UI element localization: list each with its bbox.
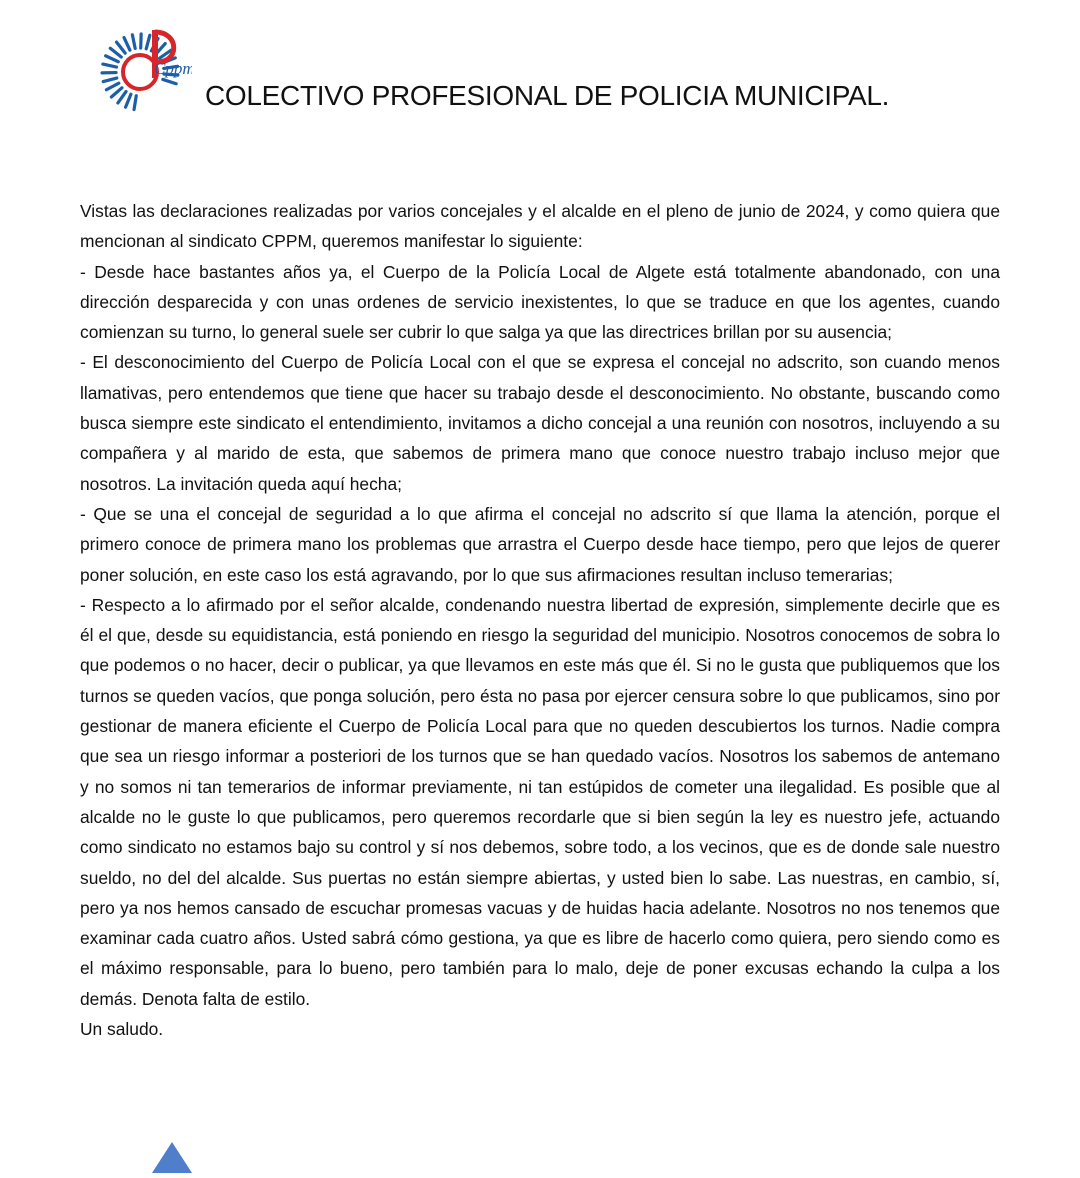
logo-ray (134, 96, 136, 110)
logo-ray (126, 94, 131, 107)
logo-ray (124, 38, 130, 51)
paragraph-point-1: - Desde hace bastantes años ya, el Cuerpo de la Policía Local de Algete está totalmente abandonado, con una dirección desparecida y con unas ordenes de servicio inexistentes, lo que se traduce en que los agentes, cuando comienzan su turno, lo general suele ser cubrir lo que salga ya que las directrices brillan por su ausencia; (80, 257, 1000, 348)
logo-ray (132, 35, 135, 49)
logo-ray (146, 35, 150, 49)
logo-ray (103, 64, 117, 67)
paragraph-point-3: - Que se una el concejal de seguridad a lo que afirma el concejal no adscrito sí que llama la atención, porque el primero conoce de primera mano los problemas que arrastra el Cuerpo desde hace tiempo, pero que lejos de querer poner solución, en este caso los está agravando, por lo que sus afirmaciones resultan incluso temerarias; (80, 499, 1000, 590)
cppm-logo (96, 26, 192, 116)
closing-line: Un saludo. (80, 1014, 1000, 1044)
logo-ray (117, 42, 126, 53)
paragraph-point-2: - El desconocimiento del Cuerpo de Policía Local con el que se expresa el concejal no adscrito, son cuando menos llamativas, pero entendemos que tiene que hacer su trabajo desde el desconocimiento. No obstante, buscando como busca siempre este sindicato el entendimiento, invitamos a dicho concejal a una reunión con nosotros, incluyendo a su compañera y al marido de esta, que sabemos de primera mano que conoce nuestro trabajo incluso mejor que nosotros. La invitación queda aquí hecha; (80, 347, 1000, 498)
cppm-logo-icon (96, 26, 192, 116)
letter-body (80, 196, 1000, 1044)
logo-ray (118, 92, 126, 103)
triangle-icon (152, 1142, 192, 1173)
logo-ray (111, 88, 122, 97)
scroll-up-marker (152, 1142, 192, 1173)
logo-ray (103, 78, 117, 82)
paragraph-intro: Vistas las declaraciones realizadas por varios concejales y el alcalde en el pleno de junio de 2024, y como quiera que mencionan al sindicato CPPM, queremos manifestar lo siguiente: (80, 196, 1000, 257)
page-title: COLECTIVO PROFESIONAL DE POLICIA MUNICIPAL. (205, 80, 889, 112)
logo-ray (163, 79, 176, 83)
logo-c-ring (123, 55, 157, 89)
logo-ray (106, 56, 119, 62)
logo-wordmark: Cppm (154, 59, 192, 78)
paragraph-point-4: - Respecto a lo afirmado por el señor alcalde, condenando nuestra libertad de expresión, simplemente decirle que es él el que, desde su equidistancia, está poniendo en riesgo la seguridad del municipio. Nosotros conocemos de sobra lo que podemos o no hacer, decir o publicar, ya que llevamos en este más que él. Si no le gusta que publiquemos que los turnos se queden vacíos, que ponga solución, pero ésta no pasa por ejercer censura sobre lo que publicamos, sino por gestionar de manera eficiente el Cuerpo de Policía Local para que no queden descubiertos los turnos. Nadie compra que sea un riesgo informar a posteriori de los turnos que se han quedado vacíos. Nosotros los sabemos de antemano y no somos ni tan temerarios de informar previamente, ni tan estúpidos de cometer una ilegalidad. Es posible que al alcalde no le guste lo que publicamos, pero queremos recordarle que si bien según la ley es nuestro jefe, actuando como sindicato no estamos bajo su control y sí nos debemos, sobre todo, a los vecinos, que es de donde sale nuestro sueldo, no del del alcalde. Sus puertas no están siempre abiertas, y usted bien lo sabe. Las nuestras, en cambio, sí, pero ya nos hemos cansado de escuchar promesas vacuas y de huidas hacia adelante. Nosotros no nos tenemos que examinar cada cuatro años. Usted sabrá cómo gestiona, ya que es libre de hacerlo como quiera, pero siendo como es el máximo responsable, para lo bueno, pero también para lo malo, deje de poner excusas echando la culpa a los demás. Denota falta de estilo. (80, 590, 1000, 1014)
logo-ray (110, 48, 121, 57)
logo-ray (106, 83, 118, 90)
